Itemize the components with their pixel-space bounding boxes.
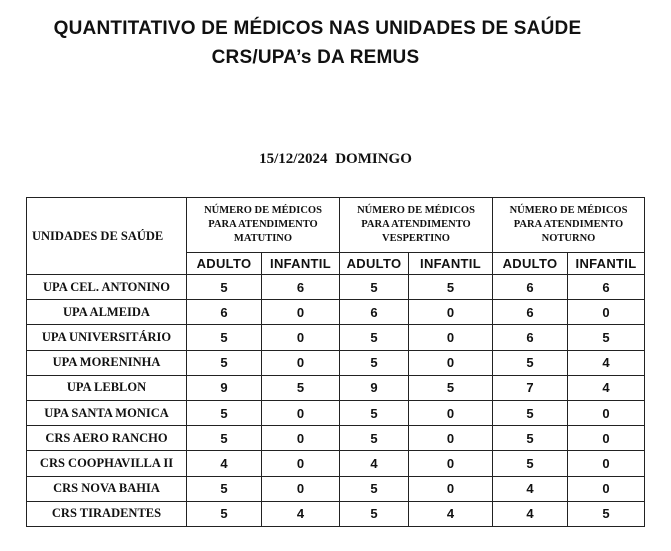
sub-header-adult: ADULTO [340,253,409,275]
group-header-line: PARA ATENDIMENTO [361,219,471,230]
value-cell: 0 [262,325,340,350]
value-cell: 0 [409,325,493,350]
value-cell: 6 [262,275,340,300]
value-cell: 0 [568,451,645,476]
value-cell: 0 [262,400,340,425]
table-group-header-row [27,198,645,253]
value-cell: 6 [568,275,645,300]
group-header-line: MATUTINO [233,233,293,244]
value-cell: 9 [187,375,262,400]
afternoon-group-header [340,198,493,253]
value-cell: 0 [568,300,645,325]
value-cell: 5 [340,426,409,451]
units-column-header: UNIDADES DE SAÚDE [27,198,187,275]
value-cell: 0 [568,476,645,501]
value-cell: 0 [409,300,493,325]
unit-name: UPA CEL. ANTONINO [27,275,187,300]
doctors-table [26,197,645,527]
value-cell: 0 [262,300,340,325]
unit-name: CRS COOPHAVILLA II [27,451,187,476]
value-cell: 5 [187,325,262,350]
value-cell: 0 [409,451,493,476]
value-cell: 0 [262,476,340,501]
unit-name: UPA SANTA MONICA [27,400,187,425]
value-cell: 5 [340,325,409,350]
unit-name: CRS NOVA BAHIA [27,476,187,501]
sub-header-adult: ADULTO [187,253,262,275]
group-header-line: PARA ATENDIMENTO [513,219,624,230]
value-cell: 0 [262,350,340,375]
unit-name: UPA MORENINHA [27,350,187,375]
group-header-line: PARA ATENDIMENTO [208,219,318,230]
value-cell: 5 [340,476,409,501]
value-cell: 5 [187,350,262,375]
value-cell: 5 [568,325,645,350]
value-cell: 4 [409,501,493,526]
value-cell: 5 [262,375,340,400]
table-row [27,476,645,501]
value-cell: 5 [187,400,262,425]
value-cell: 5 [187,501,262,526]
value-cell: 5 [340,350,409,375]
table-row [27,501,645,526]
table-row [27,426,645,451]
table-row [27,350,645,375]
sub-header-child: INFANTIL [262,253,340,275]
unit-name: UPA LEBLON [27,375,187,400]
value-cell: 7 [493,375,568,400]
value-cell: 0 [409,476,493,501]
value-cell: 5 [187,476,262,501]
table-row [27,375,645,400]
group-header-line: NÚMERO DE MÉDICOS [204,205,322,216]
night-group-header [493,198,645,253]
value-cell: 5 [187,426,262,451]
unit-name: UPA ALMEIDA [27,300,187,325]
value-cell: 5 [493,451,568,476]
sub-header-child: INFANTIL [409,253,493,275]
value-cell: 4 [187,451,262,476]
sub-header-child: INFANTIL [568,253,645,275]
value-cell: 4 [262,501,340,526]
table-row [27,400,645,425]
value-cell: 0 [568,400,645,425]
unit-name: CRS AERO RANCHO [27,426,187,451]
value-cell: 6 [493,275,568,300]
table-row [27,451,645,476]
sub-header-adult: ADULTO [493,253,568,275]
group-header-line: VESPERTINO [382,233,450,244]
value-cell: 4 [568,350,645,375]
value-cell: 5 [340,275,409,300]
value-cell: 0 [409,400,493,425]
value-cell: 5 [568,501,645,526]
value-cell: 4 [568,375,645,400]
value-cell: 5 [340,400,409,425]
date-line [0,151,671,168]
value-cell: 5 [409,375,493,400]
value-cell: 0 [262,426,340,451]
value-cell: 4 [493,476,568,501]
unit-name: UPA UNIVERSITÁRIO [27,325,187,350]
document-subtitle: CRS/UPA’s DA REMUS [211,47,420,68]
group-header-line: NÚMERO DE MÉDICOS [509,205,628,216]
value-cell: 0 [262,451,340,476]
group-header-line: NÚMERO DE MÉDICOS [357,205,475,216]
report-date: 15/12/2024 [259,151,328,167]
value-cell: 5 [493,426,568,451]
value-cell: 6 [340,300,409,325]
value-cell: 6 [493,325,568,350]
value-cell: 4 [493,501,568,526]
value-cell: 4 [340,451,409,476]
morning-group-header [187,198,340,253]
value-cell: 0 [409,350,493,375]
value-cell: 6 [493,300,568,325]
report-weekday: DOMINGO [335,151,412,167]
table-row [27,300,645,325]
value-cell: 0 [568,426,645,451]
group-header-line: NOTURNO [541,233,596,244]
value-cell: 5 [187,275,262,300]
value-cell: 6 [187,300,262,325]
value-cell: 9 [340,375,409,400]
value-cell: 5 [493,350,568,375]
value-cell: 5 [409,275,493,300]
unit-name: CRS TIRADENTES [27,501,187,526]
value-cell: 5 [493,400,568,425]
table-row [27,275,645,300]
table-row [27,325,645,350]
document-title: QUANTITATIVO DE MÉDICOS NAS UNIDADES DE SAÚDE [53,18,582,39]
value-cell: 5 [340,501,409,526]
value-cell: 0 [409,426,493,451]
